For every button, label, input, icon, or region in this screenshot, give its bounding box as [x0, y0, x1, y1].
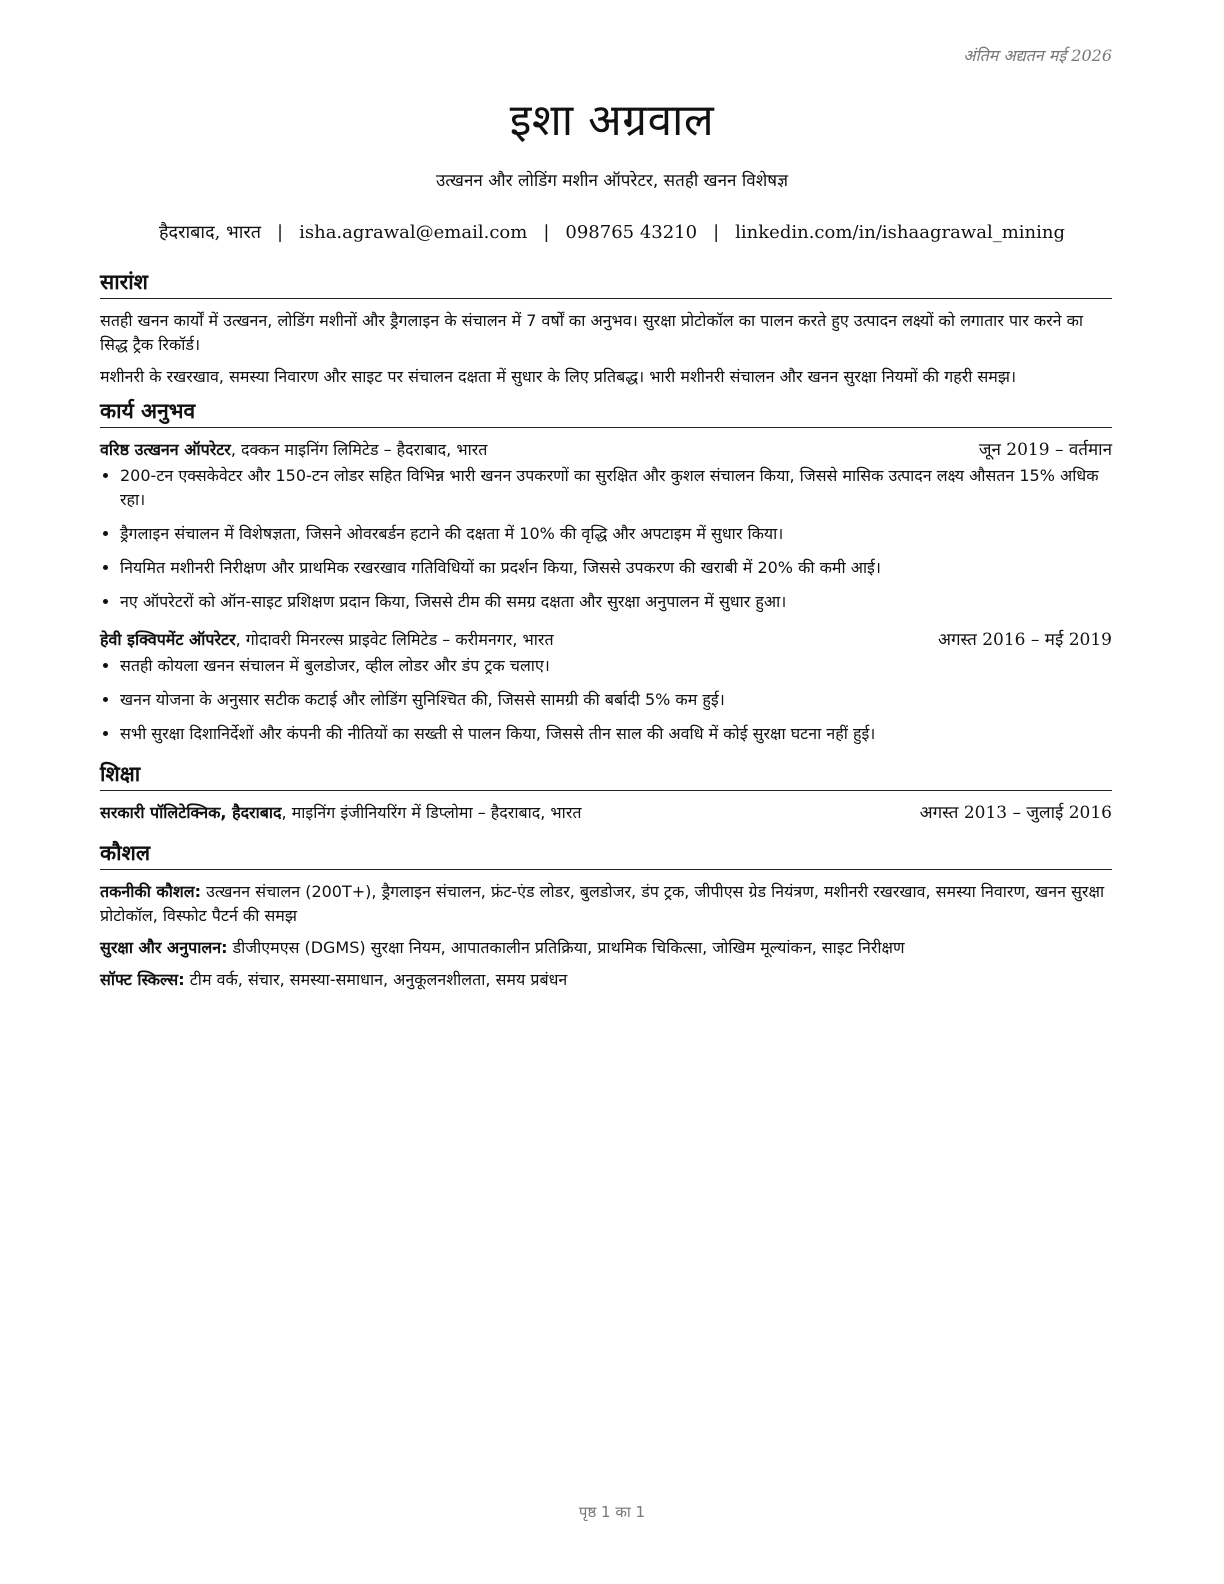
skill-line [100, 880, 1112, 928]
education-institution-details [100, 801, 581, 825]
job-bullet: • नए ऑपरेटरों को ऑन-साइट प्रशिक्षण प्रदान किया, जिससे टीम की समग्र दक्षता और सुरक्षा अनुपालन में सुधार हुआ। [120, 590, 1112, 614]
skills-section [100, 839, 1112, 992]
summary-heading: सारांश [100, 268, 1112, 299]
contact-linkedin[interactable]: linkedin.com/in/ishaagrawal_mining [735, 222, 1065, 243]
job-bullet: • ड्रैगलाइन संचालन में विशेषज्ञता, जिसने ओवरबर्डन हटाने की दक्षता में 10% की वृद्धि और अपटाइम में सुधार किया। [120, 522, 1112, 546]
skills-heading: कौशल [100, 839, 1112, 870]
skill-label: तकनीकी कौशल: [100, 882, 201, 901]
education-institution: सरकारी पॉलिटेक्निक, हैदराबाद [100, 803, 282, 822]
job-role-company [100, 438, 487, 462]
job-company: , गोदावरी मिनरल्स प्राइवेट लिमिटेड – करीमनगर, भारत [235, 630, 554, 649]
contact-email[interactable]: isha.agrawal@email.com [299, 222, 528, 243]
job-role: हेवी इक्विपमेंट ऑपरेटर [100, 630, 236, 649]
summary-paragraph: मशीनरी के रखरखाव, समस्या निवारण और साइट पर संचालन दक्षता में सुधार के लिए प्रतिबद्ध। भारी मशीनरी संचालन और खनन सुरक्षा नियमों की गहरी समझ। [100, 367, 1017, 386]
contact-line [0, 220, 1224, 244]
job-dates: जून 2019 – वर्तमान [978, 440, 1112, 460]
candidate-name: इशा अग्रवाल [509, 95, 715, 146]
experience-section [100, 397, 1112, 746]
job-bullet: • सतही कोयला खनन संचालन में बुलडोजर, व्हील लोडर और डंप ट्रक चलाए। [120, 654, 1112, 678]
job-bullet: • सभी सुरक्षा दिशानिर्देशों और कंपनी की नीतियों का सख्ती से पालन किया, जिससे तीन साल की अवधि में कोई सुरक्षा घटना नहीं हुई। [120, 722, 1112, 746]
skill-value: उत्खनन संचालन (200T+), ड्रैगलाइन संचालन, फ्रंट-एंड लोडर, बुलडोजर, डंप ट्रक, जीपीएस ग्रेड नियंत्रण, मशीनरी रखरखाव, समस्या निवारण, खनन सुरक्षा प्रोटोकॉल, विस्फोट पैटर्न की समझ [100, 882, 1105, 925]
education-section [100, 760, 1112, 825]
job-role: वरिष्ठ उत्खनन ऑपरेटर [100, 440, 231, 459]
skill-label: सॉफ्ट स्किल्स: [100, 970, 185, 989]
skill-line [100, 936, 1112, 960]
candidate-tagline: उत्खनन और लोडिंग मशीन ऑपरेटर, सतही खनन विशेषज्ञ [435, 171, 789, 191]
contact-separator: | [713, 222, 720, 243]
last-updated-note: अंतिम अद्यतन मई 2026 [963, 46, 1112, 65]
job-role-company [100, 628, 554, 652]
skill-label: सुरक्षा और अनुपालन: [100, 938, 228, 957]
job-header [100, 628, 1112, 652]
skill-value: डीजीएमएस (DGMS) सुरक्षा नियम, आपातकालीन प्रतिक्रिया, प्राथमिक चिकित्सा, जोखिम मूल्यांकन, साइट निरीक्षण [227, 938, 905, 957]
job-header [100, 438, 1112, 462]
education-dates: अगस्त 2013 – जुलाई 2016 [919, 803, 1112, 823]
job-bullet: • खनन योजना के अनुसार सटीक कटाई और लोडिंग सुनिश्चित की, जिससे सामग्री की बर्बादी 5% कम हुई। [120, 688, 1112, 712]
contact-phone[interactable]: 098765 43210 [565, 222, 698, 243]
contact-separator: | [277, 222, 284, 243]
summary-paragraph: सतही खनन कार्यों में उत्खनन, लोडिंग मशीनों और ड्रैगलाइन के संचालन में 7 वर्षों का अनुभव। सुरक्षा प्रोटोकॉल का पालन करते हुए उत्पादन लक्ष्यों को लगातार पार करने का सिद्ध ट्रैक रिकॉर्ड। [100, 311, 1084, 354]
resume-content [100, 268, 1112, 1000]
job-bullets [100, 464, 1112, 614]
job-dates: अगस्त 2016 – मई 2019 [937, 630, 1112, 650]
education-heading: शिक्षा [100, 760, 1112, 791]
education-entry [100, 801, 1112, 825]
summary-section [100, 268, 1112, 389]
contact-separator: | [543, 222, 550, 243]
page-number: पृष्ठ 1 का 1 [578, 1503, 646, 1521]
job-company: , दक्कन माइनिंग लिमिटेड – हैदराबाद, भारत [230, 440, 488, 459]
contact-location: हैदराबाद, भारत [159, 222, 262, 243]
education-details: , माइनिंग इंजीनियरिंग में डिप्लोमा – हैदराबाद, भारत [281, 803, 582, 822]
job-bullets [100, 654, 1112, 746]
job-bullet: • नियमित मशीनरी निरीक्षण और प्राथमिक रखरखाव गतिविधियों का प्रदर्शन किया, जिससे उपकरण की खराबी में 20% की कमी आई। [120, 556, 1112, 580]
skill-line [100, 968, 1112, 992]
job-bullet: • 200-टन एक्सकेवेटर और 150-टन लोडर सहित विभिन्न भारी खनन उपकरणों का सुरक्षित और कुशल संचालन किया, जिससे मासिक उत्पादन लक्ष्य औसतन 15% अधिक रहा। [120, 464, 1112, 512]
experience-heading: कार्य अनुभव [100, 397, 1112, 428]
skill-value: टीम वर्क, संचार, समस्या-समाधान, अनुकूलनशीलता, समय प्रबंधन [184, 970, 568, 989]
